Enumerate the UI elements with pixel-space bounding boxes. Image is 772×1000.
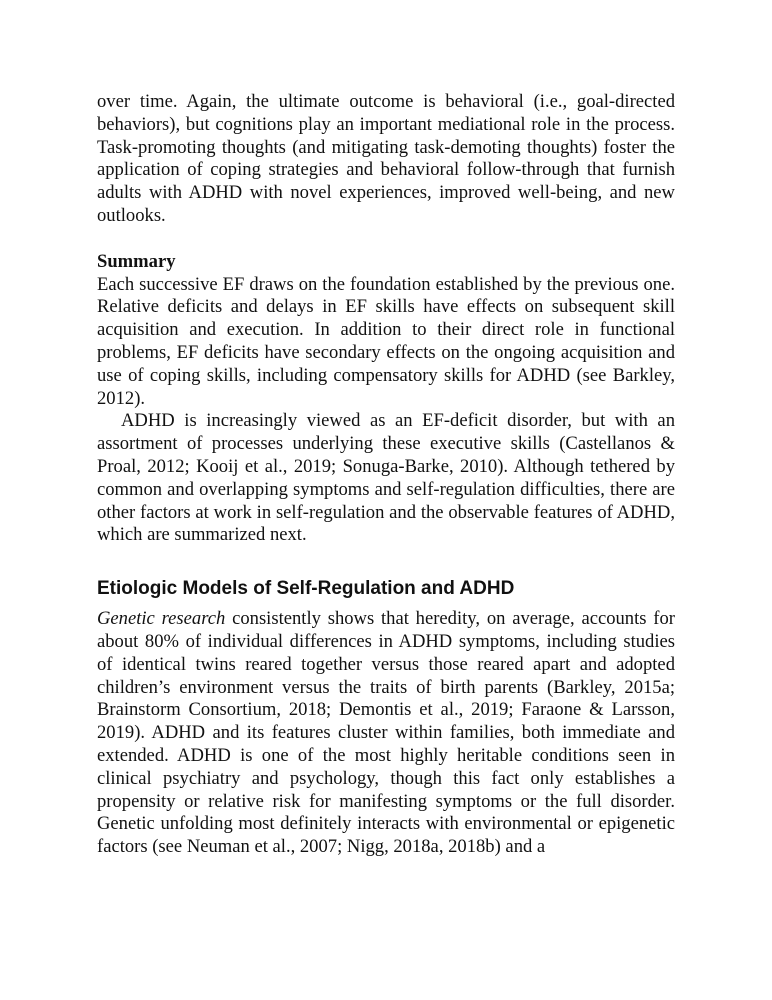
etiologic-paragraph-text: consistently shows that heredity, on average, accounts for about 80% of individual differences in ADHD symptoms, including studies of identical twins reared together versus those reared apart and adopted children’s environment versus the traits of birth parents (Barkley, 2015a; Brainstorm Consortium, 2018; Demontis et al., 2019; Faraone & Larsson, 2019). ADHD and its features cluster within families, both immediate and extended. ADHD is one of the most highly heritable conditions seen in clinical psychiatry and psychology, though this fact only establishes a propensity or relative risk for manifesting symptoms or the full disorder. Genetic unfolding most definitely interacts with environmental or epigenetic factors (see Neuman et al., 2007; Nigg, 2018a, 2018b) and a [97,608,675,858]
intro-paragraph: over time. Again, the ultimate outcome is behavioral (i.e., goal-directed behaviors), but cognitions play an important mediational role in the process. Task-promoting thoughts (and mitigating task-demoting thoughts) foster the application of coping strategies and behavioral follow-through that furnish adults with ADHD with novel experiences, improved well-being, and new outlooks. [97,91,675,226]
etiologic-lead-term: Genetic research [97,608,226,630]
etiologic-paragraph [97,608,675,859]
section-heading: Etiologic Models of Self-Regulation and ADHD [97,578,515,600]
summary-paragraph-2: ADHD is increasingly viewed as an EF-deficit disorder, but with an assortment of processes underlying these executive skills (Castellanos & Proal, 2012; Kooij et al., 2019; Sonuga-Barke, 2010). Although tethered by common and overlapping symptoms and self-regulation difficulties, there are other factors at work in self-regulation and the observable features of ADHD, which are summarized next. [97,410,675,546]
summary-paragraph-1: Each successive EF draws on the foundation established by the previous one. Relative deficits and delays in EF skills have effects on subsequent skill acquisition and execution. In addition to their direct role in functional problems, EF deficits have secondary effects on the ongoing acquisition and use of coping skills, including compensatory skills for ADHD (see Barkley, 2012). [97,273,675,409]
summary-heading: Summary [97,250,176,272]
page-body [97,91,675,859]
